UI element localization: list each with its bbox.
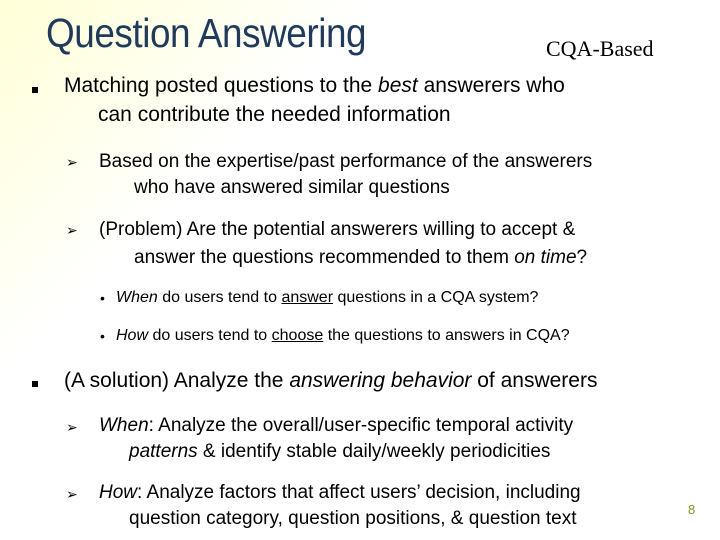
- sub-1-line-1: Based on the expertise/past performance of the answerers: [99, 151, 593, 172]
- question-1: [116, 288, 538, 308]
- question-1-a: When: [116, 289, 158, 306]
- bullet-2-a: (A solution) Analyze the: [64, 369, 290, 392]
- sub-2-emphasis: on time: [514, 247, 577, 268]
- sub-3-line-1: [99, 411, 573, 440]
- sub-4-line-2: question category, question positions, & question text: [129, 508, 577, 529]
- bullet-2: [64, 366, 597, 396]
- question-2-d: the questions to answers in CQA?: [323, 327, 570, 344]
- question-2: [116, 326, 570, 346]
- dot-bullet-icon: •: [100, 328, 105, 344]
- page-number: 8: [688, 502, 696, 517]
- question-1-c: answer: [281, 289, 334, 306]
- sub-4-line-1: [99, 478, 581, 507]
- question-1-d: questions in a CQA system?: [333, 289, 539, 306]
- bullet-1-line-1: [64, 71, 565, 101]
- sub-2-line-1: (Problem) Are the potential answerers willing to accept &: [99, 219, 576, 240]
- arrow-bullet-icon: ➢: [66, 419, 78, 435]
- dot-bullet-icon: •: [100, 290, 105, 306]
- bullet-2-emphasis: answering behavior: [289, 369, 472, 392]
- question-1-b: do users tend to: [157, 289, 282, 306]
- bullet-1-text-c: answerers who: [417, 74, 565, 97]
- square-bullet-icon: [32, 87, 44, 93]
- bullet-2-c: of answerers: [471, 369, 598, 392]
- arrow-bullet-icon: ➢: [66, 222, 78, 238]
- sub-3-text: : Analyze the overall/user-specific temporal activity: [148, 415, 574, 436]
- bullet-1-line-2: can contribute the needed information: [98, 103, 451, 126]
- bullet-1-emphasis: best: [378, 74, 418, 97]
- question-2-a: How: [116, 327, 149, 344]
- question-2-c: choose: [271, 327, 324, 344]
- sub-3-emphasis: When: [99, 415, 149, 436]
- question-2-b: do users tend to: [148, 327, 272, 344]
- arrow-bullet-icon: ➢: [66, 154, 78, 170]
- bullet-1-text-a: Matching posted questions to the: [64, 74, 379, 97]
- sub-4-emphasis: How: [99, 482, 138, 503]
- sub-3-line-2: [129, 437, 550, 466]
- sub-3-emphasis-2: patterns: [129, 441, 198, 462]
- square-bullet-icon: [32, 381, 44, 387]
- slide-subtitle: CQA-Based: [546, 36, 654, 61]
- sub-4-text: : Analyze factors that affect users’ decision, including: [137, 482, 581, 503]
- arrow-bullet-icon: ➢: [66, 486, 78, 502]
- sub-2-line-2: [134, 243, 587, 272]
- sub-2-text-c: ?: [576, 247, 588, 268]
- sub-2-text-a: answer the questions recommended to them: [134, 247, 515, 268]
- sub-3-text-2: & identify stable daily/weekly periodicities: [197, 441, 551, 462]
- sub-1-line-2: who have answered similar questions: [134, 177, 450, 198]
- slide-title: Question Answering: [46, 10, 367, 56]
